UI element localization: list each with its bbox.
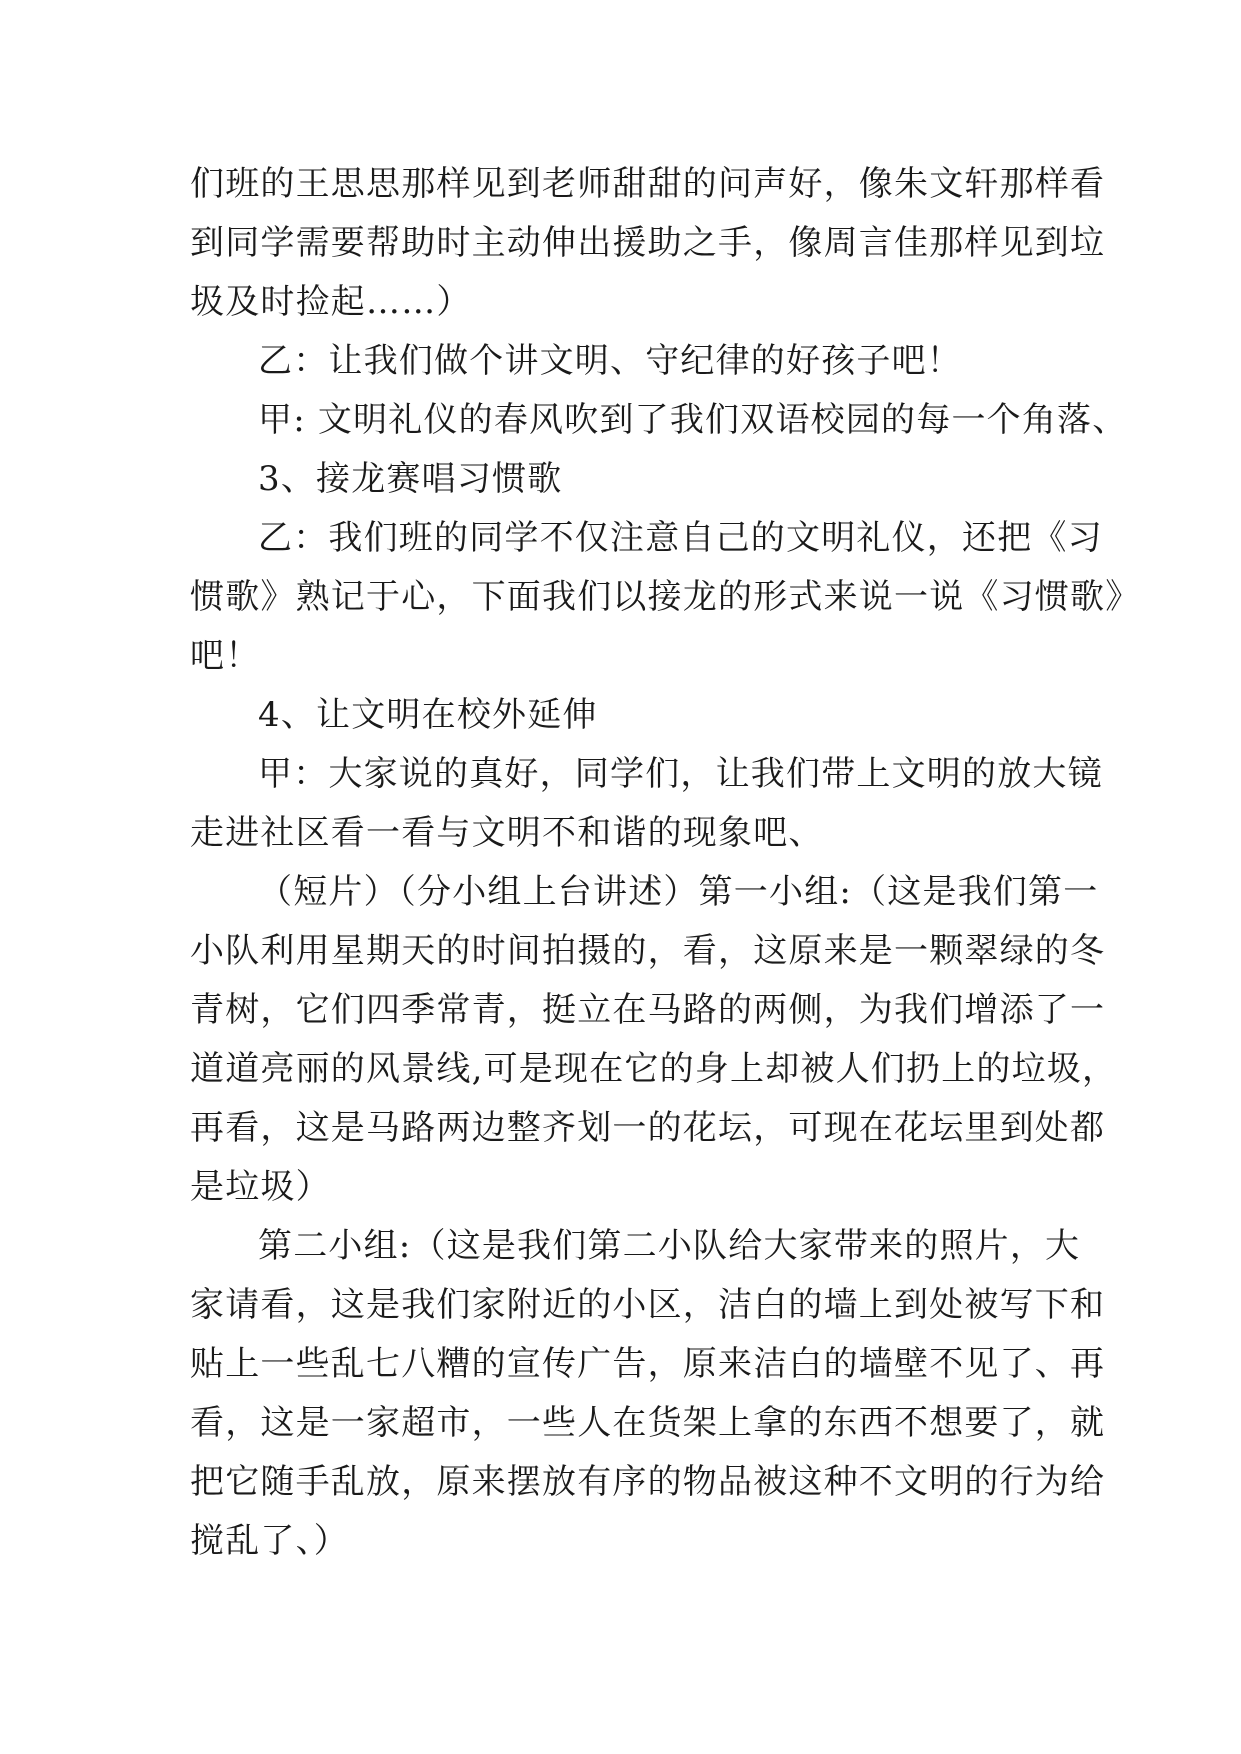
text-line: 乙：我们班的同学不仅注意自己的文明礼仪，还把《习 xyxy=(258,518,1103,558)
text-line: 家请看，这是我们家附近的小区，洁白的墙上到处被写下和 xyxy=(190,1285,1106,1325)
text-line: （短片）（分小组上台讲述）第一小组:（这是我们第一 xyxy=(258,872,1099,912)
section-heading: 4、让文明在校外延伸 xyxy=(258,695,598,735)
text-line: 们班的王思思那样见到老师甜甜的问声好，像朱文轩那样看 xyxy=(190,164,1106,204)
text-line: 甲：大家说的真好，同学们，让我们带上文明的放大镜 xyxy=(258,754,1103,794)
text-line: 贴上一些乱七八糟的宣传广告，原来洁白的墙壁不见了、再 xyxy=(190,1344,1106,1384)
section-heading: 3、接龙赛唱习惯歌 xyxy=(258,459,563,499)
text-line: 第二小组:（这是我们第二小队给大家带来的照片，大 xyxy=(258,1226,1081,1266)
text-line: 甲: 文明礼仪的春风吹到了我们双语校园的每一个角落、 xyxy=(258,400,1128,440)
text-line: 圾及时捡起……） xyxy=(190,282,472,322)
text-line: 吧！ xyxy=(190,636,261,676)
text-line: 青树，它们四季常青，挺立在马路的两侧，为我们增添了一 xyxy=(190,990,1106,1030)
text-line: 乙：让我们做个讲文明、守纪律的好孩子吧！ xyxy=(258,341,962,381)
text-line: 道道亮丽的风景线,可是现在它的身上却被人们扔上的垃圾， xyxy=(190,1049,1118,1089)
text-line: 看，这是一家超市，一些人在货架上拿的东西不想要了，就 xyxy=(190,1403,1106,1443)
text-line: 再看，这是马路两边整齐划一的花坛，可现在花坛里到处都 xyxy=(190,1108,1106,1148)
text-line: 小队利用星期天的时间拍摄的，看，这原来是一颗翠绿的冬 xyxy=(190,931,1106,971)
text-line: 到同学需要帮助时主动伸出援助之手，像周言佳那样见到垃 xyxy=(190,223,1106,263)
text-line: 走进社区看一看与文明不和谐的现象吧、 xyxy=(190,813,824,853)
text-line: 是垃圾） xyxy=(190,1167,331,1207)
text-line: 把它随手乱放，原来摆放有序的物品被这种不文明的行为给 xyxy=(190,1462,1106,1502)
text-line: 搅乱了、） xyxy=(190,1521,349,1561)
text-line: 惯歌》熟记于心，下面我们以接龙的形式来说一说《习惯歌》 xyxy=(190,577,1141,617)
